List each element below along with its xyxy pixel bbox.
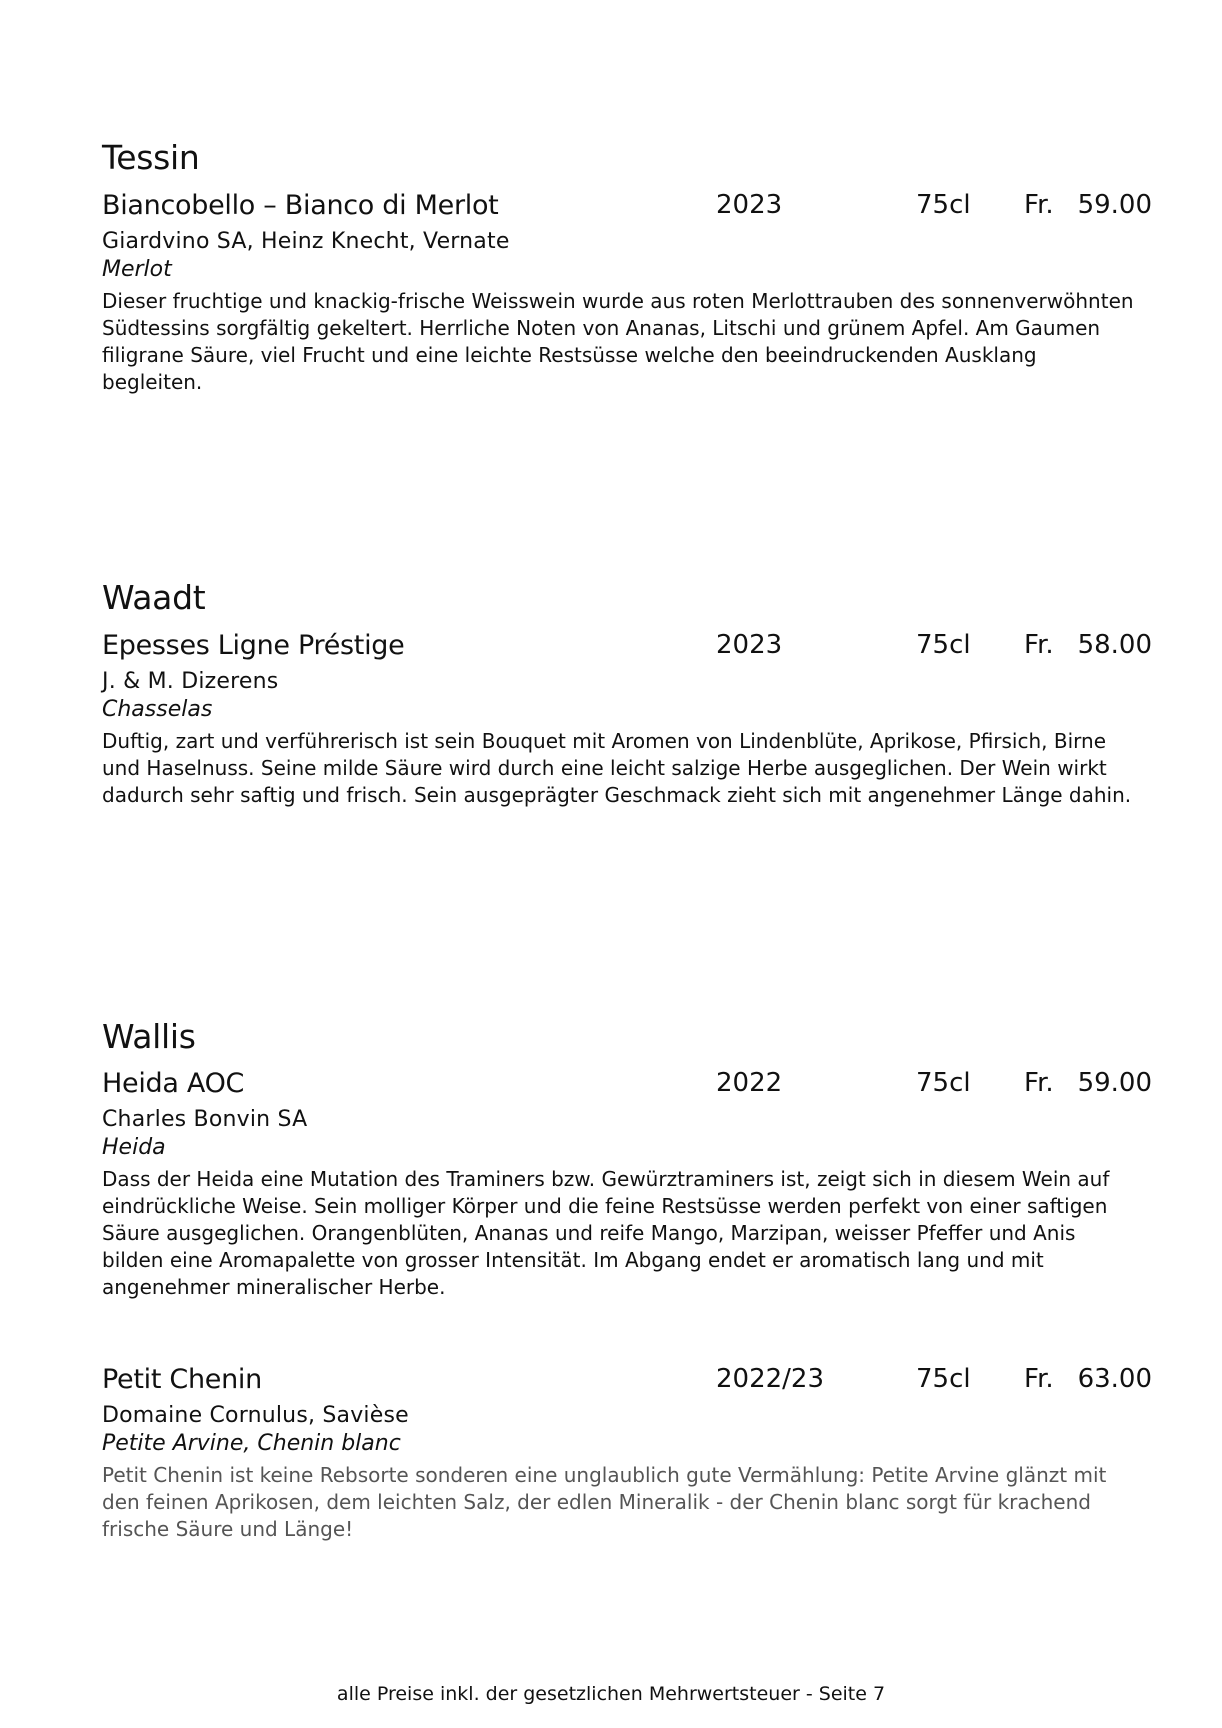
- region-heading-tessin: Tessin: [102, 138, 200, 177]
- wine-description: Dass der Heida eine Mutation des Traminers bzw. Gewürztraminers ist, zeigt sich in diesem Wein auf eindrückliche Weise. Sein molliger Körper und die feine Restsüsse werden perfekt von einer saftigen Säure ausgeglichen. Orangenblüten, Ananas und reife Mango, Marzipan, weisser Pfeffer und Anis bilden eine Aromapalette von grosser Intensität. Im Abgang endet er aromatisch lang und mit angenehmer mineralischer Herbe.: [102, 1167, 1110, 1299]
- page-footer: alle Preise inkl. der gesetzlichen Mehrwertsteuer - Seite 7: [336, 1683, 886, 1705]
- wine-entry-petit-chenin: [102, 1364, 1152, 1543]
- wine-currency: Fr.: [1024, 1364, 1054, 1394]
- wine-name: Biancobello – Bianco di Merlot: [102, 190, 499, 221]
- wine-bottle-size: 75cl: [916, 630, 971, 660]
- wine-vintage: 2023: [716, 190, 783, 220]
- wine-description: Petit Chenin ist keine Rebsorte sonderen eine unglaublich gute Vermählung: Petite Arvine glänzt mit den feinen Aprikosen, dem leichten Salz, der edlen Mineralik - der Chenin blanc sorgt für krachend frische Säure und Länge!: [102, 1463, 1107, 1541]
- wine-vintage: 2022: [716, 1068, 783, 1098]
- wine-price: 59.00: [1077, 1068, 1152, 1098]
- wine-bottle-size: 75cl: [916, 1364, 971, 1394]
- wine-name: Heida AOC: [102, 1068, 245, 1099]
- wine-header-row: [102, 1364, 1152, 1400]
- wine-grape-variety: Chasselas: [102, 697, 213, 722]
- wine-price: 63.00: [1077, 1364, 1152, 1394]
- wine-grape-variety: Heida: [102, 1135, 166, 1160]
- wine-price: 58.00: [1077, 630, 1152, 660]
- wine-bottle-size: 75cl: [916, 190, 971, 220]
- wine-vintage: 2022/23: [716, 1364, 825, 1394]
- wine-producer: J. & M. Dizerens: [102, 669, 279, 694]
- wine-currency: Fr.: [1024, 190, 1054, 220]
- wine-producer: Giardvino SA, Heinz Knecht, Vernate: [102, 229, 510, 254]
- wine-bottle-size: 75cl: [916, 1068, 971, 1098]
- wine-grape-variety: Petite Arvine, Chenin blanc: [102, 1431, 401, 1456]
- wine-producer: Charles Bonvin SA: [102, 1107, 308, 1132]
- wine-entry-biancobello: [102, 190, 1152, 396]
- wine-name: Epesses Ligne Préstige: [102, 630, 405, 661]
- wine-header-row: [102, 630, 1152, 666]
- wine-entry-epesses: [102, 630, 1152, 809]
- wine-entry-heida: [102, 1068, 1152, 1301]
- wine-price: 59.00: [1077, 190, 1152, 220]
- wine-producer: Domaine Cornulus, Savièse: [102, 1403, 409, 1428]
- wine-header-row: [102, 190, 1152, 226]
- region-heading-wallis: Wallis: [102, 1017, 196, 1056]
- wine-description: Duftig, zart und verführerisch ist sein Bouquet mit Aromen von Lindenblüte, Aprikose, Pfirsich, Birne und Haselnuss. Seine milde Säure wird durch eine leicht salzige Herbe ausgeglichen. Der Wein wirkt dadurch sehr saftig und frisch. Sein ausgeprägter Geschmack zieht sich mit angenehmer Länge dahin.: [102, 729, 1132, 807]
- wine-currency: Fr.: [1024, 630, 1054, 660]
- wine-name: Petit Chenin: [102, 1364, 262, 1395]
- region-heading-waadt: Waadt: [102, 578, 206, 617]
- wine-header-row: [102, 1068, 1152, 1104]
- wine-description: Dieser fruchtige und knackig-frische Weisswein wurde aus roten Merlottrauben des sonnenverwöhnten Südtessins sorgfältig gekeltert. Herrliche Noten von Ananas, Litschi und grünem Apfel. Am Gaumen filigrane Säure, viel Frucht und eine leichte Restsüsse welche den beeindruckenden Ausklang begleiten.: [102, 289, 1134, 394]
- wine-grape-variety: Merlot: [102, 257, 172, 282]
- wine-vintage: 2023: [716, 630, 783, 660]
- wine-currency: Fr.: [1024, 1068, 1054, 1098]
